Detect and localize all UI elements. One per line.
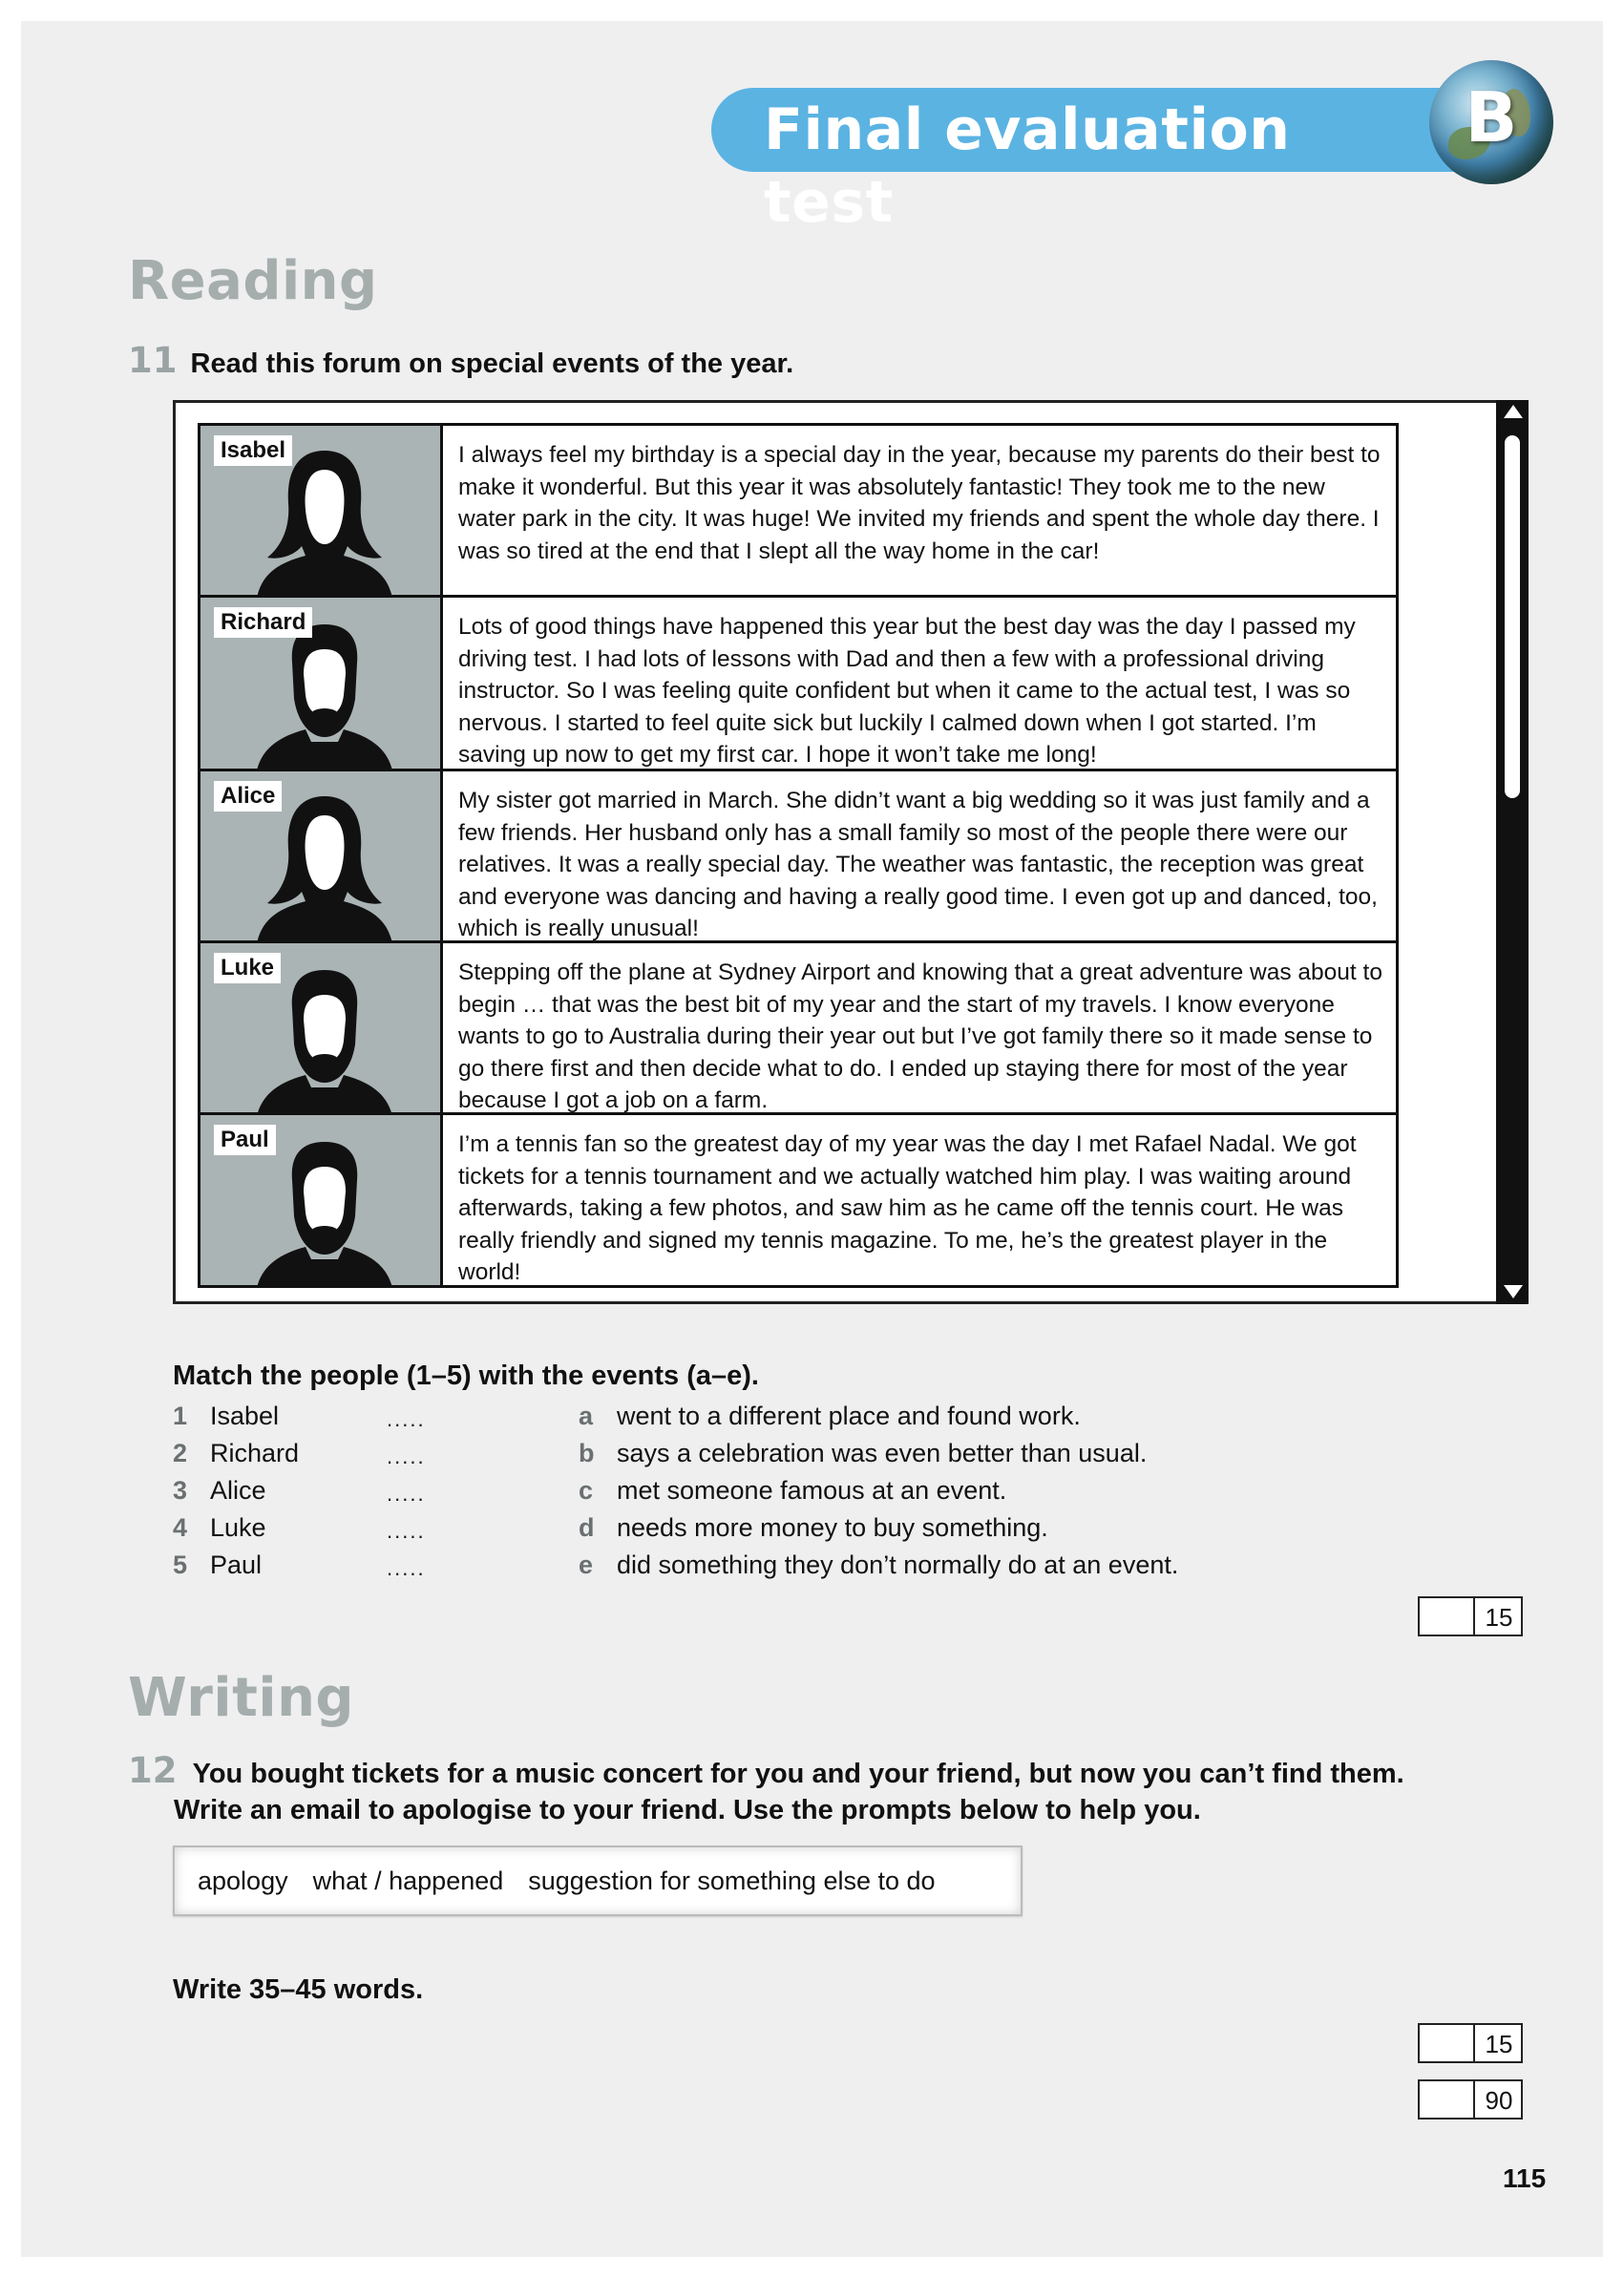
poster-name: Paul [214, 1125, 276, 1155]
score-total: 15 [1485, 1603, 1513, 1632]
person-number: 5 [173, 1550, 188, 1579]
page-number: 115 [1503, 2163, 1547, 2193]
scroll-up-arrow-icon[interactable] [1504, 405, 1523, 418]
event-text: needs more money to buy something. [617, 1513, 1048, 1542]
match-instruction: Match the people (1–5) with the events (a–e). [173, 1360, 759, 1391]
answer-blank[interactable]: ..... [387, 1556, 426, 1580]
score-input[interactable] [1420, 2025, 1475, 2061]
writing-task-instruction [128, 1750, 1512, 1828]
test-version-badge: B [1465, 77, 1518, 158]
writing-section-title: Writing [128, 1667, 355, 1729]
poster-name: Alice [214, 781, 282, 812]
scroll-down-arrow-icon[interactable] [1504, 1285, 1523, 1298]
poster-name: Luke [214, 953, 281, 983]
person-name: Paul [210, 1550, 263, 1579]
prompt-item: what / happened [312, 1867, 504, 1895]
avatar [200, 426, 443, 595]
answer-blank[interactable]: ..... [387, 1482, 426, 1506]
task-text: Read this forum on special events of the year. [190, 348, 794, 379]
event-text: met someone famous at an event. [617, 1476, 1007, 1505]
score-input[interactable] [1420, 1598, 1475, 1635]
person-number: 3 [173, 1476, 188, 1505]
post-body: My sister got married in March. She didn’t want a big wedding so it was just family and a few friends. Her husband only has a small family so most of the people there were our relatives. It was a really special day. The weather was fantastic, the reception was great and everyone was dancing and having a really good time. I even got up and danced, too, which is really unusual! [458, 788, 1378, 941]
person-number: 2 [173, 1439, 188, 1467]
event-text: says a celebration was even better than usual. [617, 1439, 1148, 1467]
overall-score-box [1418, 2079, 1523, 2120]
post-body: I’m a tennis fan so the greatest day of my year was the day I met Rafael Nadal. We got tickets for a tennis tournament and we actually watched him play. I was waiting around afterwards, taking a few photos, and saw him as he came off the tennis court. He was really friendly and signed my tennis magazine. To me, he’s the greatest player in the world! [458, 1131, 1357, 1285]
prompt-item: suggestion for something else to do [528, 1867, 936, 1895]
event-letter: e [579, 1550, 594, 1579]
post-body: Lots of good things have happened this year but the best day was the day I passed my driving test. I had lots of lessons with Dad and then a few with a professional driving instructor. So I was feeling quite confident but when it came to the actual test, I was so nervous. I started to feel quite sick but luckily I calmed down when I got started. I’m saving up now to get my first car. I hope it won’t take me long! [458, 614, 1356, 768]
prompt-box [173, 1846, 1023, 1916]
avatar [200, 598, 443, 769]
forum-post [200, 771, 1396, 943]
person-name: Isabel [210, 1402, 280, 1430]
post-body: I always feel my birthday is a special day in the year, because my parents do their best to make it wonderful. But this year it was absolutely fantastic! They took me to the new water park in the city. It was huge! We invited my friends and spent the whole day there. I was so tired at the end that I slept all the way home in the car! [458, 442, 1381, 564]
person-number: 4 [173, 1513, 188, 1542]
page-title: Final evaluation test [764, 96, 1291, 236]
avatar [200, 1115, 443, 1285]
overall-score-total: 90 [1485, 2086, 1513, 2115]
task-number: 12 [128, 1750, 178, 1791]
forum-post [200, 426, 1396, 598]
person-name: Alice [210, 1476, 266, 1505]
person-name: Luke [210, 1513, 266, 1542]
event-letter: c [579, 1476, 594, 1505]
task-text-line2: Write an email to apologise to your friend. Use the prompts below to help you. [174, 1795, 1201, 1825]
person-name: Richard [210, 1439, 300, 1467]
scroll-thumb[interactable] [1505, 435, 1520, 798]
reading-score-box [1418, 1596, 1523, 1636]
answer-blank[interactable]: ..... [387, 1407, 426, 1431]
forum-post [200, 1115, 1396, 1285]
word-count-instruction: Write 35–45 words. [173, 1974, 424, 2005]
event-letter: b [579, 1439, 595, 1467]
person-number: 1 [173, 1402, 188, 1430]
forum-post [200, 943, 1396, 1115]
writing-score-box [1418, 2023, 1523, 2063]
reading-section-title: Reading [128, 250, 378, 312]
event-text: went to a different place and found work. [617, 1402, 1081, 1430]
poster-name: Richard [214, 607, 312, 638]
score-input[interactable] [1420, 2081, 1475, 2118]
score-total: 15 [1485, 2030, 1513, 2058]
avatar [200, 771, 443, 940]
post-body: Stepping off the plane at Sydney Airport and knowing that a great adventure was about to begin … that was the best bit of my year and the start of my travels. I know everyone wants to go to Australia during their year out but I’ve got family there so it made sense to go there first and then decide what to do. I ended up staying there for most of the year because I got a job on a farm. [458, 960, 1382, 1113]
forum-post [200, 598, 1396, 771]
event-letter: a [579, 1402, 594, 1430]
task-text-line1: You bought tickets for a music concert for you and your friend, but now you can’t find them. [192, 1759, 1404, 1789]
task-number: 11 [128, 340, 178, 381]
reading-task-instruction [128, 340, 793, 381]
event-letter: d [579, 1513, 595, 1542]
event-text: did something they don’t normally do at an event. [617, 1550, 1179, 1579]
avatar [200, 943, 443, 1112]
prompt-item: apology [198, 1867, 288, 1895]
answer-blank[interactable]: ..... [387, 1519, 426, 1543]
poster-name: Isabel [214, 435, 292, 466]
answer-blank[interactable]: ..... [387, 1445, 426, 1468]
forum-posts-table [198, 423, 1399, 1288]
